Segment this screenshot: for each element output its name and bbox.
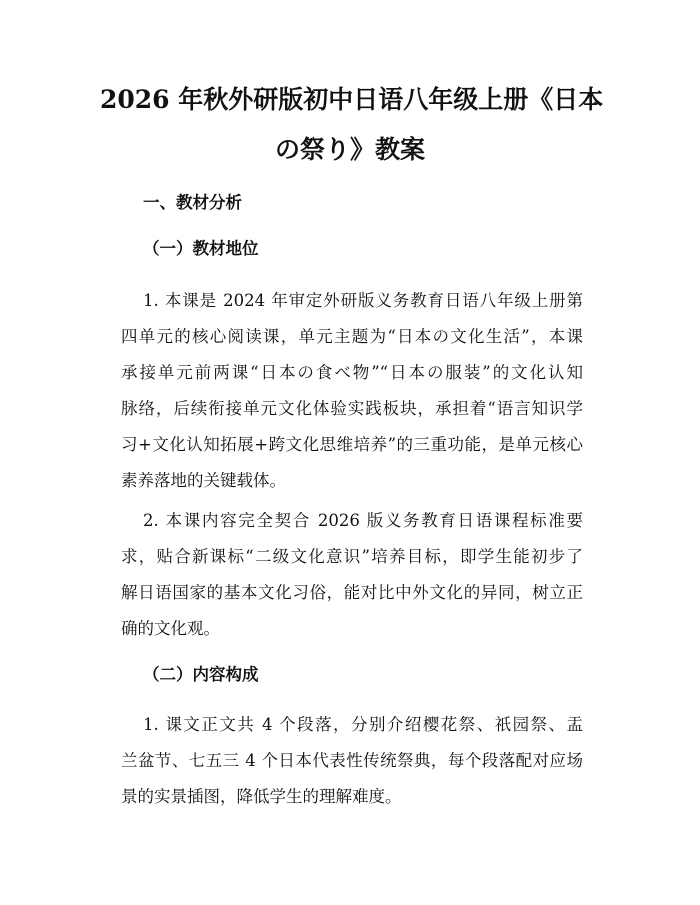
- paragraph-1: [121, 283, 583, 499]
- paragraph-2: [121, 503, 583, 647]
- paragraph-line: 1. 本课是 2024 年审定外研版义务教育日语八年级上册第: [143, 291, 583, 310]
- paragraph-line: 素养落地的关键载体。: [121, 471, 286, 490]
- paragraph-line: 四单元的核心阅读课，单元主题为“日本の文化生活”，本课: [121, 327, 583, 346]
- paragraph-line: 景的实景插图，降低学生的理解难度。: [121, 787, 402, 806]
- paragraph-line: 脉络，后续衔接单元文化体验实践板块，承担着“语言知识学: [121, 399, 583, 418]
- paragraph-line: 2. 本课内容完全契合 2026 版义务教育日语课程标准要: [143, 511, 583, 530]
- paragraph-3: [121, 707, 583, 815]
- document-title-line-1: 2026 年秋外研版初中日语八年级上册《日本: [100, 85, 604, 114]
- paragraph-line: 解日语国家的基本文化习俗，能对比中外文化的异同，树立正: [121, 583, 583, 602]
- section-heading-textbook-analysis: 一、教材分析: [143, 193, 242, 212]
- document-title-line-2: の祭り》教案: [274, 135, 425, 164]
- paragraph-line: 1. 课文正文共 4 个段落，分别介绍樱花祭、祇园祭、盂: [143, 715, 583, 734]
- paragraph-line: 确的文化观。: [121, 619, 220, 638]
- subsection-heading-content-structure: （二）内容构成: [143, 665, 259, 684]
- paragraph-line: 承接单元前两课“日本の食べ物”“日本の服装”的文化认知: [121, 363, 583, 382]
- paragraph-line: 求，贴合新课标“二级文化意识”培养目标，即学生能初步了: [121, 547, 583, 566]
- paragraph-line: 习+文化认知拓展+跨文化思维培养”的三重功能，是单元核心: [121, 435, 583, 454]
- subsection-heading-textbook-position: （一）教材地位: [143, 239, 259, 258]
- paragraph-line: 兰盆节、七五三 4 个日本代表性传统祭典，每个段落配对应场: [121, 751, 583, 770]
